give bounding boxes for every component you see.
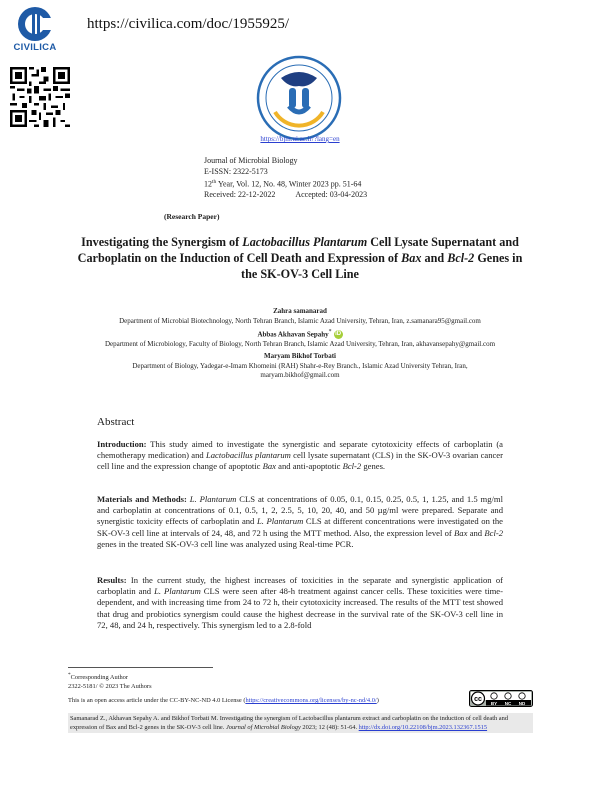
author-name: Zahra samanarad — [273, 307, 327, 315]
corresponding-author-note: *Corresponding Author — [68, 672, 129, 682]
author-3 — [0, 352, 600, 381]
svg-text:ND: ND — [518, 700, 526, 706]
doi-link[interactable]: http://dx.doi.org/10.22108/bjm.2023.132367.1515 — [358, 724, 488, 732]
journal-emblem-icon — [249, 48, 349, 148]
journal-eissn: E-ISSN: 2322-5173 — [204, 166, 268, 176]
author-email: maryam.bikhof@gmail.com — [260, 371, 340, 379]
civilica-logo[interactable] — [6, 6, 64, 56]
author-affiliation: Department of Biology, Yadegar-e-Imam Khomeini (RAH) Shahr-e-Rey Branch., Islamic Azad University Tehran, Iran, — [132, 361, 468, 370]
footnotes — [68, 671, 533, 691]
orcid-icon[interactable]: iD — [335, 331, 342, 338]
author-affiliation: Department of Microbial Biotechnology, North Tehran Branch, Islamic Azad University, Tehran, Iran, z.samanara95@gmail.com — [119, 316, 481, 325]
svg-text:cc: cc — [474, 696, 482, 703]
cc-license-badge-icon[interactable] — [469, 690, 533, 707]
footnote-divider — [68, 667, 213, 668]
author-name: Abbas Akhavan Sepahy — [257, 330, 329, 339]
civilica-c-icon — [17, 6, 53, 42]
abstract-introduction: Introduction: This study aimed to investigate the synergistic and separate cytotoxicity effects of carboplatin (a chemotherapy medication) and Lactobacillus plantarum cell lysate supernatant (CLS) in the SK-OV-3 ovarian cancer cell line and the expression change of apoptotic Bax and anti-apoptotic Bcl-2 genes. — [97, 439, 503, 472]
paper-title: Investigating the Synergism of Lactobacillus Plantarum Cell Lysate Supernatant and Carboplatin on the Induction of Cell Death and Expression of Bax and Bcl-2 Genes in the SK-OV-3 Cell Line — [77, 235, 523, 281]
abstract-results: Results: In the current study, the highest increases of toxicities in the separate and synergistic application of carboplatin and L. Plantarum CLS were seen after 48-h treatment against cancer cells. These toxicities were time-dependent, and with increasing time from 24 to 72 h, their cytotoxicity increased. The results of the MTT test showed that drug and probiotics synergism could cause the highest decrease in the survival rate of the SK-OV-3 cell line in 72, 48, and 24 h, respectively. This synergism led to a 2.8-fold — [97, 575, 503, 630]
abstract-methods: Materials and Methods: L. Plantarum CLS at concentrations of 0.05, 0.1, 0.15, 0.25, 0.5, 1, 1.25, and 1.5 mg/ml and carboplatin at concentrations of 0.1, 0.5, 1, 2, 2.5, 5, 10, 20, 40, and 50 µg/ml were prepared. Separate and synergistic toxicity effects of carboplatin and L. Plantarum CLS at different concentrations were investigated on the SK-OV-3 cell line at intervals of 24, 48, and 72 h using the MTT method. Also, the expression level of Bax and Bcl-2 genes in the treated SK-OV-3 cell line was analyzed using Real-time PCR. — [97, 494, 503, 549]
author-2: Abbas Akhavan Sepahy* iD Department of Microbiology, Faculty of Biology, North Tehran Branch, Islamic Azad University, Tehran, Iran, akhavansepahy@gmail.com — [0, 328, 600, 349]
author-affiliation: Department of Microbiology, Faculty of Biology, North Tehran Branch, Islamic Azad University, Tehran, Iran, akhavansepahy@gmail.com — [104, 339, 496, 348]
journal-name: Journal of Microbial Biology — [204, 156, 298, 165]
citation-box: Samanarad Z., Akhavan Sepahy A. and Bikhof Torbati M. Investigating the synergism of Lactobacillus plantarum extract and carboplatin on the induction of cell death and expression of Bax and Bcl-2 genes in the SK-OV-3 cell line. Journal of Microbial Biology 2023; 12 (48): 51-64. http://dx.doi.org/10.22108/bjm.2023.132367.1515 — [68, 713, 533, 733]
author-1 — [0, 307, 600, 326]
paper-type-label: (Research Paper) — [164, 212, 220, 221]
civilica-wordmark: CIVILICA — [13, 42, 57, 53]
journal-dates — [204, 190, 367, 201]
license-line: This is an open access article under the CC-BY-NC-ND 4.0 License (https://creativecommons.org/licenses/by-nc-nd/4.0/) — [68, 697, 379, 704]
journal-volume: 12th Year, Vol. 12, No. 48, Winter 2023 pp. 51-64 — [204, 179, 362, 189]
abstract-heading: Abstract — [97, 416, 135, 428]
copyright-note: 2322-5181/ © 2023 The Authors — [68, 683, 152, 691]
svg-text:BY: BY — [490, 700, 498, 706]
received-date: Received: 22-12-2022 — [204, 190, 276, 200]
accepted-date: Accepted: 03-04-2023 — [295, 190, 368, 200]
svg-text:NC: NC — [504, 700, 512, 706]
journal-website-link[interactable]: https://bjm.ui.ac.ir/?lang=en — [260, 135, 340, 143]
qr-code-icon[interactable] — [10, 67, 70, 127]
author-name: Maryam Bikhof Torbati — [264, 352, 336, 360]
journal-info — [204, 156, 367, 201]
license-link[interactable]: https://creativecommons.org/licenses/by-nc-nd/4.0/ — [245, 697, 377, 704]
document-url[interactable]: https://civilica.com/doc/1955925/ — [87, 16, 290, 32]
